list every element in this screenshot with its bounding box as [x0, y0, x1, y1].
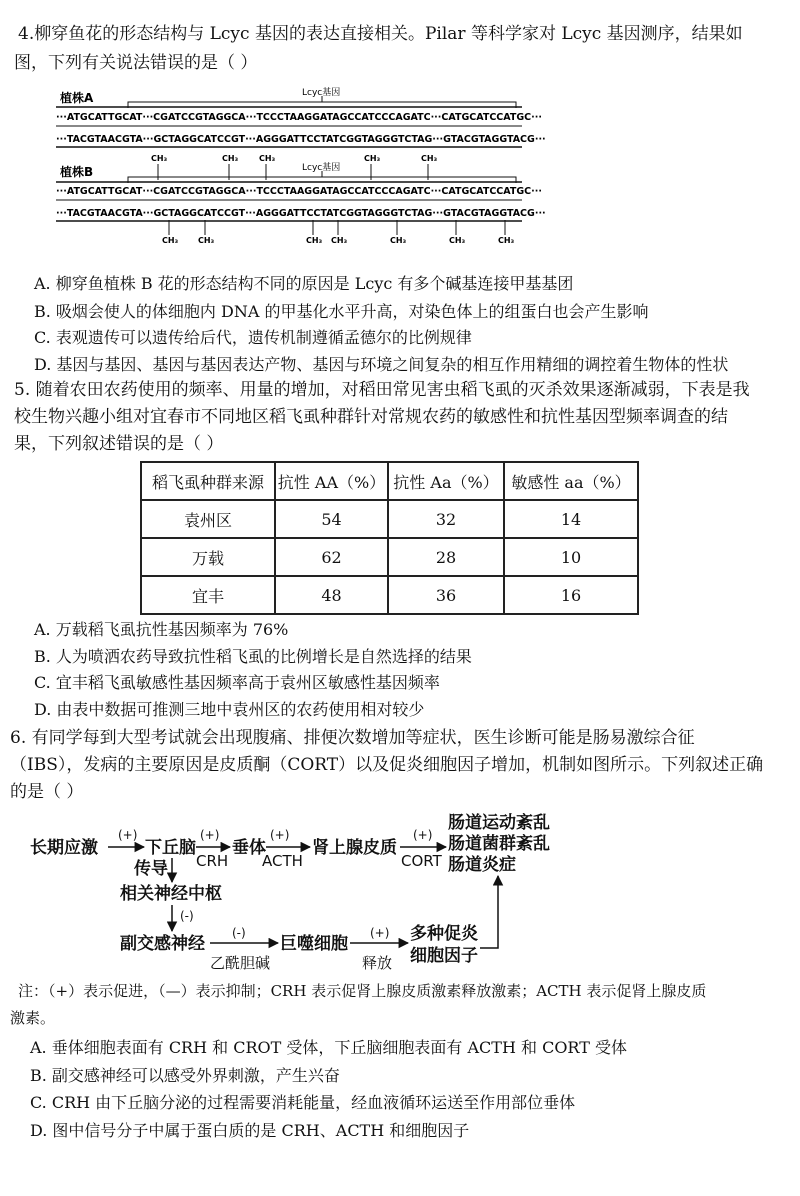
sign-promote: (+) [270, 828, 290, 842]
q4-option-a: A. 柳穿鱼植株 B 花的形态结构不同的原因是 Lcyc 有多个碱基连接甲基基团 [34, 274, 574, 293]
q6-option-d: D. 图中信号分子中属于蛋白质的是 CRH、ACTH 和细胞因子 [30, 1121, 470, 1140]
methyl-label: CH₃ [259, 154, 276, 163]
q5-option-a: A. 万载稻飞虱抗性基因频率为 76% [34, 620, 289, 639]
sign-inhibit: (-) [180, 909, 194, 923]
q4-stem-line-1: 4.柳穿鱼花的形态结构与 Lcyc 基因的表达直接相关。Pilar 等科学家对 Lcyc 基因测序，结果如 [18, 24, 743, 44]
table-row [141, 500, 638, 538]
table-cell: 宜丰 [141, 576, 275, 614]
table-header-cell: 抗性 AA（%） [275, 462, 388, 500]
table-header-cell: 稻飞虱种群来源 [141, 462, 275, 500]
plant-b-bottom-methyl-ticks [169, 220, 505, 235]
label-crh: CRH [196, 852, 229, 870]
q5-stem-line-2: 校生物兴趣小组对宜春市不同地区稻飞虱种群针对常规农药的敏感性和抗性基因型频率调查的结 [14, 407, 728, 427]
node-result-flora: 肠道菌群紊乱 [448, 834, 550, 854]
table-cell: 36 [388, 576, 504, 614]
table-row [141, 576, 638, 614]
methyl-label: CH₃ [162, 236, 179, 245]
sign-promote: (+) [118, 828, 138, 842]
table-header-row [141, 462, 638, 500]
node-nerve-center: 相关神经中枢 [120, 884, 222, 904]
methyl-label: CH₃ [449, 236, 466, 245]
node-parasympathetic: 副交感神经 [120, 934, 205, 954]
table-cell: 10 [504, 538, 638, 576]
table-cell: 万载 [141, 538, 275, 576]
table-cell: 48 [275, 576, 388, 614]
q5-option-c: C. 宜丰稻飞虱敏感性基因频率高于袁州区敏感性基因频率 [34, 673, 440, 692]
label-transmit: 传导 [134, 859, 168, 879]
q4-option-c: C. 表观遗传可以遗传给后代，遗传机制遵循孟德尔的比例规律 [34, 328, 472, 347]
table-row [141, 538, 638, 576]
label-cort: CORT [401, 852, 442, 870]
q5-frequency-table [140, 461, 639, 615]
plant-a-top-strand: ···ATGCATTGCAT···CGATCCGTAGGCA···TCCCTAAGGATAGCCATCCCAGATC···CATGCATCCATGC··· [56, 112, 542, 123]
plant-b-label: 植株B [60, 165, 94, 179]
methyl-label: CH₃ [421, 154, 438, 163]
table-cell: 28 [388, 538, 504, 576]
plant-b-bottom-strand: ···TACGTAACGTA···GCTAGGCATCCGT···AGGGATTCCTATCGGTAGGGTCTAG···GTACGTAGGTACG··· [56, 208, 546, 219]
methyl-label: CH₃ [331, 236, 348, 245]
node-macrophage: 巨噬细胞 [280, 934, 348, 954]
node-hypothalamus: 下丘脑 [145, 838, 196, 858]
plant-a-bottom-strand: ···TACGTAACGTA···GCTAGGCATCCGT···AGGGATTCCTATCGGTAGGGTCTAG···GTACGTAGGTACG··· [56, 134, 546, 145]
gene-bracket-b [128, 171, 516, 183]
q6-note-line-1: 注：（+）表示促进，（—）表示抑制；CRH 表示促肾上腺皮质激素释放激素；ACTH 表示促肾上腺皮质 [18, 982, 707, 1000]
node-long-term-stress: 长期应激 [30, 838, 98, 858]
label-release: 释放 [362, 954, 393, 972]
methyl-label: CH₃ [364, 154, 381, 163]
q5-stem-line-1: 5. 随着农田农药使用的频率、用量的增加，对稻田常见害虫稻飞虱的灭杀效果逐渐减弱，下表是我 [14, 380, 750, 400]
q4-stem-line-2: 图，下列有关说法错误的是（ ） [14, 53, 258, 73]
label-acetylcholine: 乙酰胆碱 [210, 954, 271, 972]
q6-stem-line-2: （IBS），发病的主要原因是皮质酮（CORT）以及促炎细胞因子增加，机制如图所示。下列叙述正确 [10, 755, 764, 775]
q5-stem-line-3: 果，下列叙述错误的是（ ） [14, 434, 224, 454]
q6-stem-line-1: 6. 有同学每到大型考试就会出现腹痛、排便次数增加等症状，医生诊断可能是肠易激综合征 [10, 728, 695, 748]
plant-a-label: 植株A [60, 91, 94, 105]
gene-bracket-a [128, 96, 516, 108]
node-adrenal-cortex: 肾上腺皮质 [312, 838, 397, 858]
q5-option-b: B. 人为喷洒农药导致抗性稻飞虱的比例增长是自然选择的结果 [34, 647, 472, 666]
table-cell: 62 [275, 538, 388, 576]
arrow-cytokines-to-results [480, 876, 498, 948]
gene-label-b: Lcyc基因 [302, 163, 341, 173]
methyl-label: CH₃ [198, 236, 215, 245]
q6-option-a: A. 垂体细胞表面有 CRH 和 CROT 受体，下丘脑细胞表面有 ACTH 和 CORT 受体 [30, 1038, 627, 1057]
plant-b-top-methyl-groups [151, 154, 438, 163]
q4-option-b: B. 吸烟会使人的体细胞内 DNA 的甲基化水平升高，对染色体上的组蛋白也会产生影响 [34, 302, 649, 321]
node-cytokine-line-2: 细胞因子 [410, 946, 478, 966]
methyl-label: CH₃ [222, 154, 239, 163]
table-cell: 16 [504, 576, 638, 614]
sign-promote: (+) [370, 926, 390, 940]
methyl-label: CH₃ [151, 154, 168, 163]
q4-option-d: D. 基因与基因、基因与基因表达产物、基因与环境之间复杂的相互作用精细的调控着生物体的性状 [34, 355, 729, 374]
sign-promote: (+) [200, 828, 220, 842]
methyl-label: CH₃ [390, 236, 407, 245]
node-cytokine-line-1: 多种促炎 [410, 924, 478, 944]
sign-promote: (+) [413, 828, 433, 842]
gene-label-a: Lcyc基因 [302, 88, 341, 98]
q6-mechanism-flowchart [0, 806, 800, 976]
methyl-label: CH₃ [498, 236, 515, 245]
q5-option-d: D. 由表中数据可推测三地中袁州区的农药使用相对较少 [34, 700, 425, 719]
table-cell: 14 [504, 500, 638, 538]
q4-dna-diagram [0, 80, 800, 250]
table-cell: 袁州区 [141, 500, 275, 538]
table-cell: 32 [388, 500, 504, 538]
node-result-inflammation: 肠道炎症 [448, 855, 516, 875]
table-header-cell: 敏感性 aa（%） [504, 462, 638, 500]
q6-stem-line-3: 的是（ ） [10, 782, 84, 802]
table-cell: 54 [275, 500, 388, 538]
q6-note-line-2: 激素。 [10, 1009, 56, 1027]
methyl-label: CH₃ [306, 236, 323, 245]
q6-option-b: B. 副交感神经可以感受外界刺激，产生兴奋 [30, 1066, 340, 1085]
plant-b-top-strand: ···ATGCATTGCAT···CGATCCGTAGGCA···TCCCTAAGGATAGCCATCCCAGATC···CATGCATCCATGC··· [56, 186, 542, 197]
node-pituitary: 垂体 [232, 838, 266, 858]
plant-b-top-methyl-ticks [158, 164, 428, 180]
label-acth: ACTH [262, 852, 303, 870]
q6-option-c: C. CRH 由下丘脑分泌的过程需要消耗能量，经血液循环运送至作用部位垂体 [30, 1093, 576, 1112]
plant-b-bottom-methyl-groups [162, 236, 515, 245]
table-header-cell: 抗性 Aa（%） [388, 462, 504, 500]
sign-inhibit: (-) [232, 926, 246, 940]
node-result-motility: 肠道运动紊乱 [448, 813, 550, 833]
